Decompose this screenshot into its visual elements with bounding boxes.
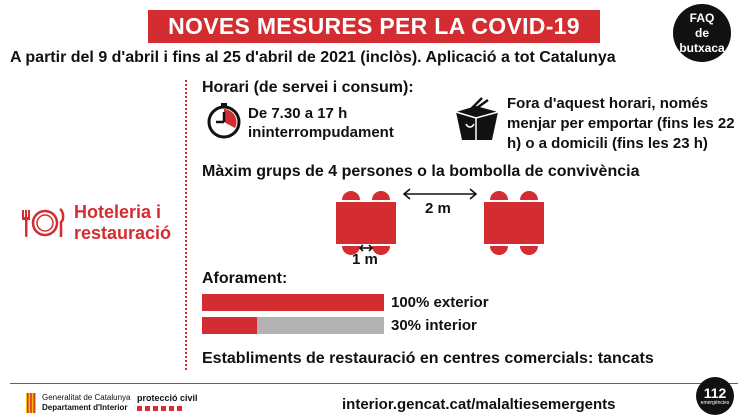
faq-line-2: de [694, 25, 709, 40]
gencat-line-2: Departament d'Interior [42, 403, 128, 412]
emergency-number: 112 [703, 385, 727, 401]
right-table [484, 202, 544, 244]
clock-icon [206, 103, 242, 139]
faq-line-3: butxaca [679, 40, 725, 55]
left-table-group [336, 191, 396, 255]
chair [490, 191, 508, 200]
two-metre-arrow [404, 189, 476, 199]
hours-text [248, 104, 394, 142]
exterior-capacity-fill [202, 294, 384, 311]
hours-line-1: De 7.30 a 17 h [248, 105, 348, 122]
gencat-line-1: Generalitat de Catalunya [42, 393, 131, 402]
sector-label: Hoteleria i restauració [74, 202, 172, 243]
takeaway-box-icon [452, 96, 502, 144]
distance-tables-label: 2 m [425, 200, 451, 217]
distance-chairs-label: 1 m [352, 251, 378, 268]
gencat-logo [26, 393, 131, 413]
emergency-sub: emergències [700, 400, 730, 406]
chair [372, 191, 390, 200]
gencat-text [42, 393, 131, 413]
right-table-group [484, 191, 544, 255]
footer-divider [10, 383, 738, 384]
website-link[interactable]: interior.gencat.cat/malaltiesemergents [342, 396, 616, 413]
faq-line-1: FAQ [689, 10, 715, 25]
emergency-112-badge [696, 377, 734, 415]
proteccio-civil-marks [137, 406, 198, 411]
left-table [336, 202, 396, 244]
interior-capacity-label: 30% interior [391, 317, 477, 334]
chair [520, 246, 538, 255]
proteccio-civil-logo [137, 393, 198, 411]
faq-badge [673, 4, 731, 62]
takeaway-text: Fora d'aquest horari, només menjar per emportar (fins les 22 h) o a domicili (fins les 23 h) [507, 95, 735, 152]
chair [342, 191, 360, 200]
interior-capacity-bar [202, 317, 384, 334]
page-title: NOVES MESURES PER LA COVID-19 [168, 13, 580, 39]
plate-cutlery-icon [20, 200, 66, 246]
interior-capacity-fill [202, 317, 257, 334]
senyera-icon [26, 393, 36, 413]
groups-title: Màxim grups de 4 persones o la bombolla de convivència [202, 163, 640, 180]
vertical-divider [185, 80, 187, 370]
exterior-capacity-bar [202, 294, 384, 311]
proteccio-civil-text: protecció civil [137, 393, 198, 403]
capacity-title: Aforament: [202, 270, 288, 287]
exterior-capacity-label: 100% exterior [391, 294, 489, 311]
sector-block [20, 200, 174, 246]
shopping-centres-note: Establiments de restauració en centres comercials: tancats [202, 350, 654, 367]
subtitle: A partir del 9 d'abril i fins al 25 d'abril de 2021 (inclòs). Aplicació a tot Catalunya [10, 49, 616, 66]
chair [520, 191, 538, 200]
title-banner [148, 10, 600, 43]
horari-title: Horari (de servei i consum): [202, 79, 414, 96]
hours-line-2: ininterrompudament [248, 124, 394, 141]
chair [490, 246, 508, 255]
